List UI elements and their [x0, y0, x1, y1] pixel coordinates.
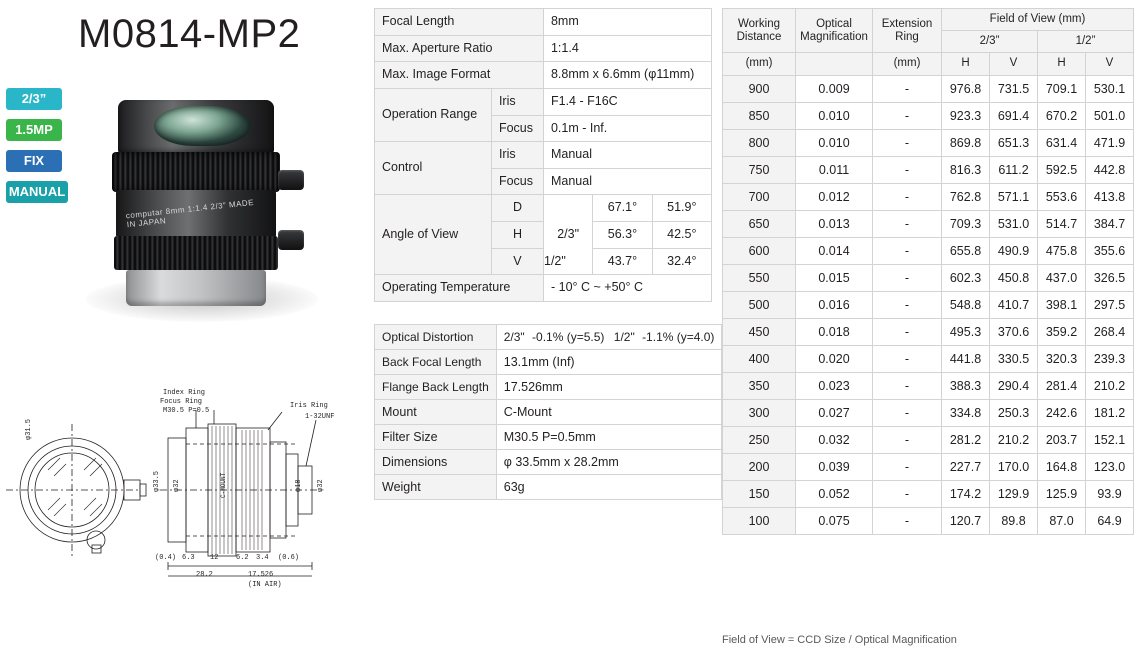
- dim-6-3: 6.3: [182, 554, 195, 562]
- spec-value-control-focus: Manual: [543, 168, 711, 195]
- fov-note: Field of View = CCD Size / Optical Magnification: [722, 634, 957, 646]
- table-header-row: [723, 9, 1134, 31]
- fov-header-field-of-view: Field of View (mm): [942, 9, 1134, 31]
- spec-table-main: [374, 8, 712, 302]
- fov-cell-v23: 531.0: [990, 210, 1038, 237]
- fov-cell-ext: -: [873, 75, 942, 102]
- spec-label-optical-distortion: Optical Distortion: [375, 324, 497, 349]
- fov-cell-mag: 0.027: [796, 399, 873, 426]
- distortion-format-b: 1/2": [613, 329, 635, 344]
- fov-cell-ext: -: [873, 210, 942, 237]
- fov-cell-v23: 170.0: [990, 453, 1038, 480]
- fov-cell-v12: 384.7: [1086, 210, 1134, 237]
- table-row: [375, 349, 722, 374]
- label-thread-rear: 1-32UNF: [305, 413, 335, 421]
- lens-product-image: [78, 80, 333, 335]
- spec-label-control: Control: [375, 142, 492, 195]
- table-row: [375, 449, 722, 474]
- spec-value-operation-iris: F1.4 - F16C: [543, 88, 711, 115]
- fov-cell-h12: 631.4: [1038, 129, 1086, 156]
- mechanical-drawing: [0, 380, 372, 595]
- fov-cell-v12: 210.2: [1086, 372, 1134, 399]
- fov-cell-v23: 250.3: [990, 399, 1038, 426]
- fov-cell-v23: 450.8: [990, 264, 1038, 291]
- fov-cell-h12: 592.5: [1038, 156, 1086, 183]
- fov-cell-h12: 553.6: [1038, 183, 1086, 210]
- spec-aov-v-12: 32.4°: [652, 248, 711, 275]
- table-row: [375, 142, 712, 169]
- fov-cell-h12: 359.2: [1038, 318, 1086, 345]
- fov-cell-ext: -: [873, 291, 942, 318]
- table-row: [723, 291, 1134, 318]
- table-header-row: [723, 53, 1134, 75]
- fov-cell-wd: 800: [723, 129, 796, 156]
- fov-cell-ext: -: [873, 183, 942, 210]
- spec-label-flange-back-length: Flange Back Length: [375, 374, 497, 399]
- spec-aov-d-23: 67.1°: [593, 195, 652, 222]
- fov-cell-h12: 164.8: [1038, 453, 1086, 480]
- fov-cell-h12: 125.9: [1038, 480, 1086, 507]
- table-row: [375, 275, 712, 302]
- fov-cell-v12: 64.9: [1086, 507, 1134, 534]
- dim-28-2: 28.2: [196, 571, 213, 579]
- fov-cell-mag: 0.014: [796, 237, 873, 264]
- fov-cell-wd: 650: [723, 210, 796, 237]
- table-row: [723, 480, 1134, 507]
- lens-focus-ring: [112, 152, 280, 192]
- spec-aov-d-12: 51.9°: [652, 195, 711, 222]
- table-row: [723, 345, 1134, 372]
- dim-17-526: 17.526: [248, 571, 274, 579]
- lens-lock-screw-iris: [278, 230, 304, 250]
- lens-front-barrel: [118, 100, 274, 154]
- table-row: [723, 318, 1134, 345]
- ext-line1: Extension: [881, 17, 933, 30]
- table-row: [375, 88, 712, 115]
- fov-header-h-23: H: [942, 53, 990, 75]
- fov-cell-h12: 87.0: [1038, 507, 1086, 534]
- fov-cell-h23: 816.3: [942, 156, 990, 183]
- fov-cell-ext: -: [873, 156, 942, 183]
- wd-line1: Working: [738, 17, 780, 30]
- fov-cell-h12: 514.7: [1038, 210, 1086, 237]
- label-dia-18: φ18: [295, 479, 303, 492]
- fov-cell-ext: -: [873, 237, 942, 264]
- spec-value-weight: 63g: [496, 474, 722, 499]
- table-row: [723, 210, 1134, 237]
- fov-cell-wd: 100: [723, 507, 796, 534]
- fov-cell-v12: 530.1: [1086, 75, 1134, 102]
- fov-cell-wd: 900: [723, 75, 796, 102]
- table-row: [723, 156, 1134, 183]
- spec-sub-aov-v: V: [491, 248, 543, 275]
- spec-aov-h-12: 42.5°: [652, 222, 711, 249]
- fov-cell-v23: 330.5: [990, 345, 1038, 372]
- fov-header-working-distance: [723, 9, 796, 53]
- fov-cell-ext: -: [873, 372, 942, 399]
- label-index-ring: Index Ring: [163, 389, 206, 397]
- lens-glass-element: [154, 106, 250, 146]
- fov-cell-ext: -: [873, 102, 942, 129]
- spec-label-mount: Mount: [375, 399, 497, 424]
- dim-in-air: (IN AIR): [248, 581, 282, 589]
- fov-cell-v12: 471.9: [1086, 129, 1134, 156]
- specification-tables: [374, 8, 715, 500]
- spec-value-back-focal-length: 13.1mm (Inf): [496, 349, 722, 374]
- fov-cell-h23: 655.8: [942, 237, 990, 264]
- fov-cell-h12: 281.4: [1038, 372, 1086, 399]
- fov-cell-ext: -: [873, 399, 942, 426]
- fov-cell-ext: -: [873, 318, 942, 345]
- spec-aov-format-a: 2/3": [543, 195, 592, 275]
- table-row: [723, 399, 1134, 426]
- fov-cell-mag: 0.009: [796, 75, 873, 102]
- table-row: [723, 507, 1134, 534]
- fov-cell-wd: 250: [723, 426, 796, 453]
- fov-header-size-23: 2/3”: [942, 31, 1038, 53]
- fov-header-size-12: 1/2”: [1038, 31, 1134, 53]
- table-row: [723, 426, 1134, 453]
- spec-value-flange-back-length: 17.526mm: [496, 374, 722, 399]
- badge-resolution: 1.5MP: [6, 119, 62, 141]
- label-thread-front: M30.5 P=0.5: [163, 407, 210, 415]
- spec-value-focal-length: 8mm: [543, 9, 711, 36]
- fov-cell-mag: 0.075: [796, 507, 873, 534]
- spec-label-angle-of-view: Angle of View: [375, 195, 492, 275]
- table-row: [375, 195, 712, 222]
- spec-label-back-focal-length: Back Focal Length: [375, 349, 497, 374]
- table-row: [723, 102, 1134, 129]
- fov-cell-h12: 709.1: [1038, 75, 1086, 102]
- fov-cell-ext: -: [873, 453, 942, 480]
- lens-body: [112, 100, 280, 312]
- spec-label-operating-temperature: Operating Temperature: [375, 275, 544, 302]
- fov-cell-h12: 475.8: [1038, 237, 1086, 264]
- fov-cell-mag: 0.052: [796, 480, 873, 507]
- spec-value-operation-focus: 0.1m - Inf.: [543, 115, 711, 142]
- fov-header-unit-ext: (mm): [873, 53, 942, 75]
- label-dia-335: φ33.5: [153, 470, 161, 492]
- fov-cell-mag: 0.032: [796, 426, 873, 453]
- fov-cell-v12: 239.3: [1086, 345, 1134, 372]
- table-row: [375, 9, 712, 36]
- fov-cell-v23: 651.3: [990, 129, 1038, 156]
- fov-cell-v23: 370.6: [990, 318, 1038, 345]
- spec-value-max-aperture-ratio: 1:1.4: [543, 35, 711, 62]
- fov-cell-v23: 89.8: [990, 507, 1038, 534]
- fov-cell-v12: 152.1: [1086, 426, 1134, 453]
- fov-cell-h23: 495.3: [942, 318, 990, 345]
- spec-table-secondary: [374, 324, 722, 500]
- badge-list: [6, 88, 70, 212]
- badge-sensor-size: 2/3”: [6, 88, 62, 110]
- distortion-value-a: -0.1% (y=5.5): [532, 329, 605, 344]
- fov-cell-v23: 290.4: [990, 372, 1038, 399]
- fov-cell-mag: 0.020: [796, 345, 873, 372]
- fov-cell-mag: 0.039: [796, 453, 873, 480]
- fov-cell-ext: -: [873, 480, 942, 507]
- table-row: [723, 264, 1134, 291]
- fov-cell-h23: 869.8: [942, 129, 990, 156]
- distortion-format-a: 2/3": [503, 329, 525, 344]
- fov-cell-ext: -: [873, 129, 942, 156]
- lens-engraving-text: computar 8mm 1:1.4 2/3” MADE IN JAPAN: [125, 197, 255, 230]
- spec-aov-h-23: 56.3°: [593, 222, 652, 249]
- table-row: [375, 62, 712, 89]
- fov-cell-h23: 120.7: [942, 507, 990, 534]
- page-title: M0814-MP2: [78, 12, 301, 56]
- spec-label-max-image-format: Max. Image Format: [375, 62, 544, 89]
- lens-iris-ring: [114, 236, 278, 270]
- fov-cell-v23: 210.2: [990, 426, 1038, 453]
- spec-aov-format-b: 1/2": [544, 254, 566, 268]
- fov-cell-v23: 691.4: [990, 102, 1038, 129]
- fov-cell-h12: 242.6: [1038, 399, 1086, 426]
- spec-sub-operation-iris: Iris: [491, 88, 543, 115]
- spec-sub-aov-d: D: [491, 195, 543, 222]
- fov-cell-wd: 500: [723, 291, 796, 318]
- fov-cell-v12: 93.9: [1086, 480, 1134, 507]
- fov-cell-h23: 923.3: [942, 102, 990, 129]
- fov-cell-h12: 320.3: [1038, 345, 1086, 372]
- fov-cell-h23: 281.2: [942, 426, 990, 453]
- fov-cell-v12: 355.6: [1086, 237, 1134, 264]
- fov-cell-mag: 0.010: [796, 102, 873, 129]
- fov-cell-wd: 400: [723, 345, 796, 372]
- dim-12: 12: [210, 554, 219, 562]
- spec-label-operation-range: Operation Range: [375, 88, 492, 141]
- fov-header-extension-ring: [873, 9, 942, 53]
- dim-3-4: 3.4: [256, 554, 269, 562]
- fov-cell-wd: 850: [723, 102, 796, 129]
- fov-header-v-12: V: [1086, 53, 1134, 75]
- fov-cell-mag: 0.023: [796, 372, 873, 399]
- fov-cell-h23: 709.3: [942, 210, 990, 237]
- spec-label-focal-length: Focal Length: [375, 9, 544, 36]
- fov-header-unit-wd: (mm): [723, 53, 796, 75]
- label-iris-ring: Iris Ring: [290, 402, 328, 410]
- fov-cell-h12: 437.0: [1038, 264, 1086, 291]
- fov-cell-h12: 203.7: [1038, 426, 1086, 453]
- fov-cell-wd: 550: [723, 264, 796, 291]
- fov-cell-mag: 0.011: [796, 156, 873, 183]
- lens-c-mount: [126, 270, 266, 306]
- fov-cell-wd: 350: [723, 372, 796, 399]
- fov-cell-wd: 750: [723, 156, 796, 183]
- dim-6-2: 6.2: [236, 554, 249, 562]
- fov-cell-v12: 181.2: [1086, 399, 1134, 426]
- fov-header-v-23: V: [990, 53, 1038, 75]
- wd-line2: Distance: [736, 30, 782, 43]
- fov-cell-v23: 410.7: [990, 291, 1038, 318]
- fov-cell-wd: 600: [723, 237, 796, 264]
- distortion-value-b: -1.1% (y=4.0): [642, 329, 715, 344]
- spec-value-max-image-format: 8.8mm x 6.6mm (φ11mm): [543, 62, 711, 89]
- fov-cell-ext: -: [873, 345, 942, 372]
- fov-cell-v23: 611.2: [990, 156, 1038, 183]
- fov-cell-h12: 398.1: [1038, 291, 1086, 318]
- fov-cell-mag: 0.015: [796, 264, 873, 291]
- table-row: [375, 399, 722, 424]
- spec-value-filter-size: M30.5 P=0.5mm: [496, 424, 722, 449]
- fov-header-optical-magnification: [796, 9, 873, 53]
- mechanical-drawing-svg: [0, 380, 372, 595]
- label-dia-32a: φ32: [173, 479, 181, 492]
- field-of-view-panel: [722, 8, 1134, 535]
- fov-cell-h23: 227.7: [942, 453, 990, 480]
- fov-cell-h23: 548.8: [942, 291, 990, 318]
- label-dia-32b: φ32: [317, 479, 325, 492]
- table-row: [375, 324, 722, 349]
- fov-cell-h12: 670.2: [1038, 102, 1086, 129]
- fov-cell-v23: 731.5: [990, 75, 1038, 102]
- fov-cell-wd: 450: [723, 318, 796, 345]
- spec-sub-aov-h: H: [491, 222, 543, 249]
- spec-sub-operation-focus: Focus: [491, 115, 543, 142]
- spec-value-optical-distortion: [496, 324, 722, 349]
- fov-cell-v23: 571.1: [990, 183, 1038, 210]
- fov-cell-h23: 174.2: [942, 480, 990, 507]
- spec-value-control-iris: Manual: [543, 142, 711, 169]
- fov-cell-v23: 129.9: [990, 480, 1038, 507]
- spec-aov-v-23: 43.7°: [593, 248, 652, 275]
- spec-label-dimensions: Dimensions: [375, 449, 497, 474]
- fov-cell-mag: 0.010: [796, 129, 873, 156]
- table-row: [723, 75, 1134, 102]
- fov-header-h-12: H: [1038, 53, 1086, 75]
- badge-fix: FIX: [6, 150, 62, 172]
- fov-cell-mag: 0.012: [796, 183, 873, 210]
- fov-cell-wd: 700: [723, 183, 796, 210]
- spec-label-max-aperture-ratio: Max. Aperture Ratio: [375, 35, 544, 62]
- fov-cell-mag: 0.018: [796, 318, 873, 345]
- mag-line2: Magnification: [800, 30, 868, 43]
- fov-cell-h23: 602.3: [942, 264, 990, 291]
- label-c-mount: C-MOUNT: [220, 472, 227, 498]
- table-row: [723, 237, 1134, 264]
- fov-cell-mag: 0.016: [796, 291, 873, 318]
- fov-cell-h23: 976.8: [942, 75, 990, 102]
- label-focus-ring: Focus Ring: [160, 398, 203, 406]
- lens-lock-screw-focus: [278, 170, 304, 190]
- product-overview-panel: [0, 0, 372, 658]
- fov-cell-h23: 762.8: [942, 183, 990, 210]
- badge-manual: MANUAL: [6, 181, 68, 203]
- fov-cell-ext: -: [873, 507, 942, 534]
- table-row: [375, 424, 722, 449]
- table-row: [723, 129, 1134, 156]
- fov-cell-v12: 413.8: [1086, 183, 1134, 210]
- fov-cell-v12: 501.0: [1086, 102, 1134, 129]
- fov-cell-v12: 268.4: [1086, 318, 1134, 345]
- fov-cell-v23: 490.9: [990, 237, 1038, 264]
- fov-table-body: [723, 75, 1134, 534]
- table-row: [375, 35, 712, 62]
- dim-0-6: (0.6): [278, 554, 300, 562]
- fov-cell-h23: 441.8: [942, 345, 990, 372]
- spec-value-dimensions: φ 33.5mm x 28.2mm: [496, 449, 722, 474]
- fov-cell-ext: -: [873, 426, 942, 453]
- fov-cell-wd: 200: [723, 453, 796, 480]
- fov-table: [722, 8, 1134, 535]
- spec-sub-control-iris: Iris: [491, 142, 543, 169]
- table-row: [375, 374, 722, 399]
- fov-cell-v12: 442.8: [1086, 156, 1134, 183]
- fov-cell-h23: 334.8: [942, 399, 990, 426]
- fov-cell-wd: 150: [723, 480, 796, 507]
- spec-value-operating-temperature: - 10° C ~ +50° C: [543, 275, 711, 302]
- table-row: [723, 183, 1134, 210]
- spec-sub-control-focus: Focus: [491, 168, 543, 195]
- fov-cell-ext: -: [873, 264, 942, 291]
- fov-cell-wd: 300: [723, 399, 796, 426]
- table-row: [375, 474, 722, 499]
- label-dia-315: φ31.5: [25, 418, 33, 440]
- spec-label-weight: Weight: [375, 474, 497, 499]
- fov-cell-v12: 123.0: [1086, 453, 1134, 480]
- mag-line1: Optical: [816, 17, 852, 30]
- fov-cell-v12: 326.5: [1086, 264, 1134, 291]
- ext-line2: Ring: [895, 30, 919, 43]
- table-row: [723, 453, 1134, 480]
- fov-cell-mag: 0.013: [796, 210, 873, 237]
- fov-cell-h23: 388.3: [942, 372, 990, 399]
- table-row: [723, 372, 1134, 399]
- fov-header-unit-mag: [796, 53, 873, 75]
- spec-label-filter-size: Filter Size: [375, 424, 497, 449]
- spec-value-mount: C-Mount: [496, 399, 722, 424]
- dim-0-4: (0.4): [155, 554, 177, 562]
- fov-cell-v12: 297.5: [1086, 291, 1134, 318]
